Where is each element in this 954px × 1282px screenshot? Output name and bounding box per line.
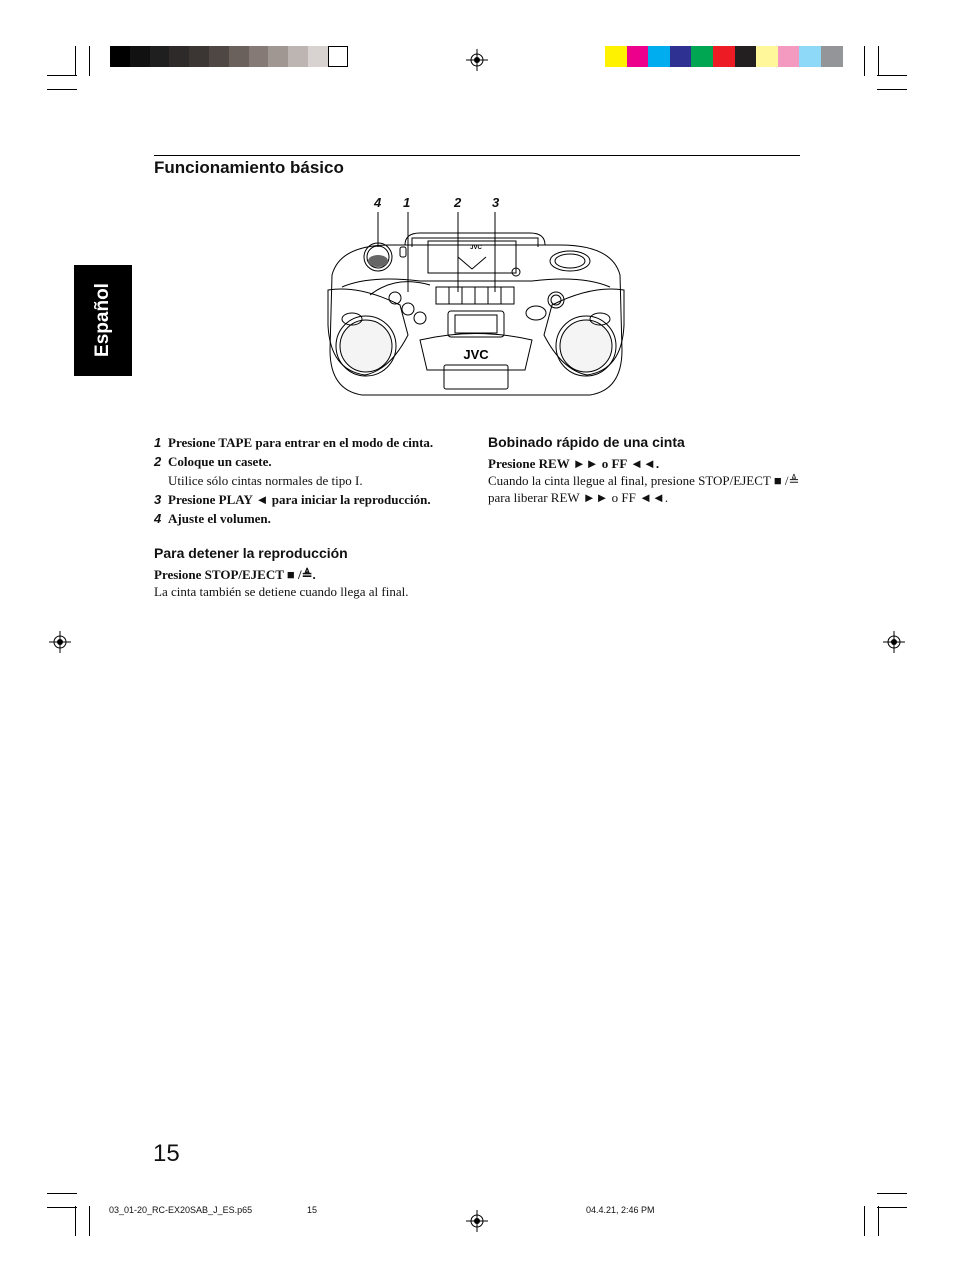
gray-swatch <box>189 46 209 67</box>
step-1-text: Presione TAPE para entrar en el modo de cinta. <box>168 435 434 450</box>
color-swatch <box>691 46 713 67</box>
step-2-text: Coloque un casete. <box>168 454 272 469</box>
gray-swatch <box>229 46 249 67</box>
rewind-body: Cuando la cinta llegue al final, presione STOP/EJECT ■ /≜ para liberar REW ►► o FF ◄◄. <box>488 473 800 505</box>
gray-swatch <box>288 46 308 67</box>
color-swatch <box>648 46 670 67</box>
color-swatch <box>605 46 627 67</box>
registration-mark-right <box>883 631 905 653</box>
rewind-section-body <box>488 455 802 506</box>
color-swatch <box>670 46 692 67</box>
callout-1: 1 <box>403 195 411 210</box>
step-4: 4 Ajuste el volumen. <box>154 511 271 526</box>
footer-page: 15 <box>307 1205 318 1215</box>
callout-3: 3 <box>492 195 500 210</box>
step-2-note: Utilice sólo cintas normales de tipo I. <box>168 473 363 488</box>
lid-logo: JVC <box>470 245 482 251</box>
steps-list <box>154 433 433 528</box>
stop-section-title: Para detener la reproducción <box>154 545 348 561</box>
color-swatch <box>821 46 843 67</box>
rewind-section-title: Bobinado rápido de una cinta <box>488 434 685 450</box>
color-swatch <box>627 46 649 67</box>
gray-swatch <box>328 46 348 67</box>
stop-section-body <box>154 566 464 600</box>
callout-4: 4 <box>374 195 382 210</box>
registration-mark-top <box>466 49 488 71</box>
footer-file: 03_01-20_RC-EX20SAB_J_ES.p65 <box>109 1205 253 1215</box>
gray-swatch <box>150 46 170 67</box>
step-3: 3 Presione PLAY ◄ para iniciar la reproducción. <box>154 492 431 507</box>
page-number: 15 <box>153 1140 180 1167</box>
gray-swatch <box>249 46 269 67</box>
stop-instruction: Presione STOP/EJECT ■ /≜. <box>154 567 316 582</box>
front-logo: JVC <box>463 347 489 362</box>
step-2: 2 Coloque un casete. <box>154 454 272 469</box>
gray-swatch <box>209 46 229 67</box>
footer-date: 04.4.21, 2:46 PM <box>586 1205 655 1215</box>
rewind-instruction: Presione REW ►► o FF ◄◄. <box>488 456 660 471</box>
boombox-illustration <box>320 205 632 405</box>
language-tab-label: Español <box>92 283 113 357</box>
color-swatch <box>799 46 821 67</box>
step-3-text: Presione PLAY ◄ para iniciar la reproducción. <box>168 492 431 507</box>
registration-mark-bottom <box>466 1210 488 1232</box>
gray-swatch <box>110 46 130 67</box>
gray-swatch <box>169 46 189 67</box>
registration-mark-left <box>49 631 71 653</box>
callout-2: 2 <box>454 195 462 210</box>
heading-rule <box>154 155 800 156</box>
gray-swatch <box>130 46 150 67</box>
step-1: 1 Presione TAPE para entrar en el modo de cinta. <box>154 435 434 450</box>
page-title: Funcionamiento básico <box>154 158 344 177</box>
color-swatch <box>756 46 778 67</box>
stop-note: La cinta también se detiene cuando llega al final. <box>154 584 409 599</box>
language-tab <box>74 265 132 376</box>
color-swatch <box>713 46 735 67</box>
gray-swatch <box>308 46 328 67</box>
step-4-text: Ajuste el volumen. <box>168 511 271 526</box>
gray-swatch <box>268 46 288 67</box>
color-swatch <box>735 46 757 67</box>
color-swatch <box>778 46 800 67</box>
